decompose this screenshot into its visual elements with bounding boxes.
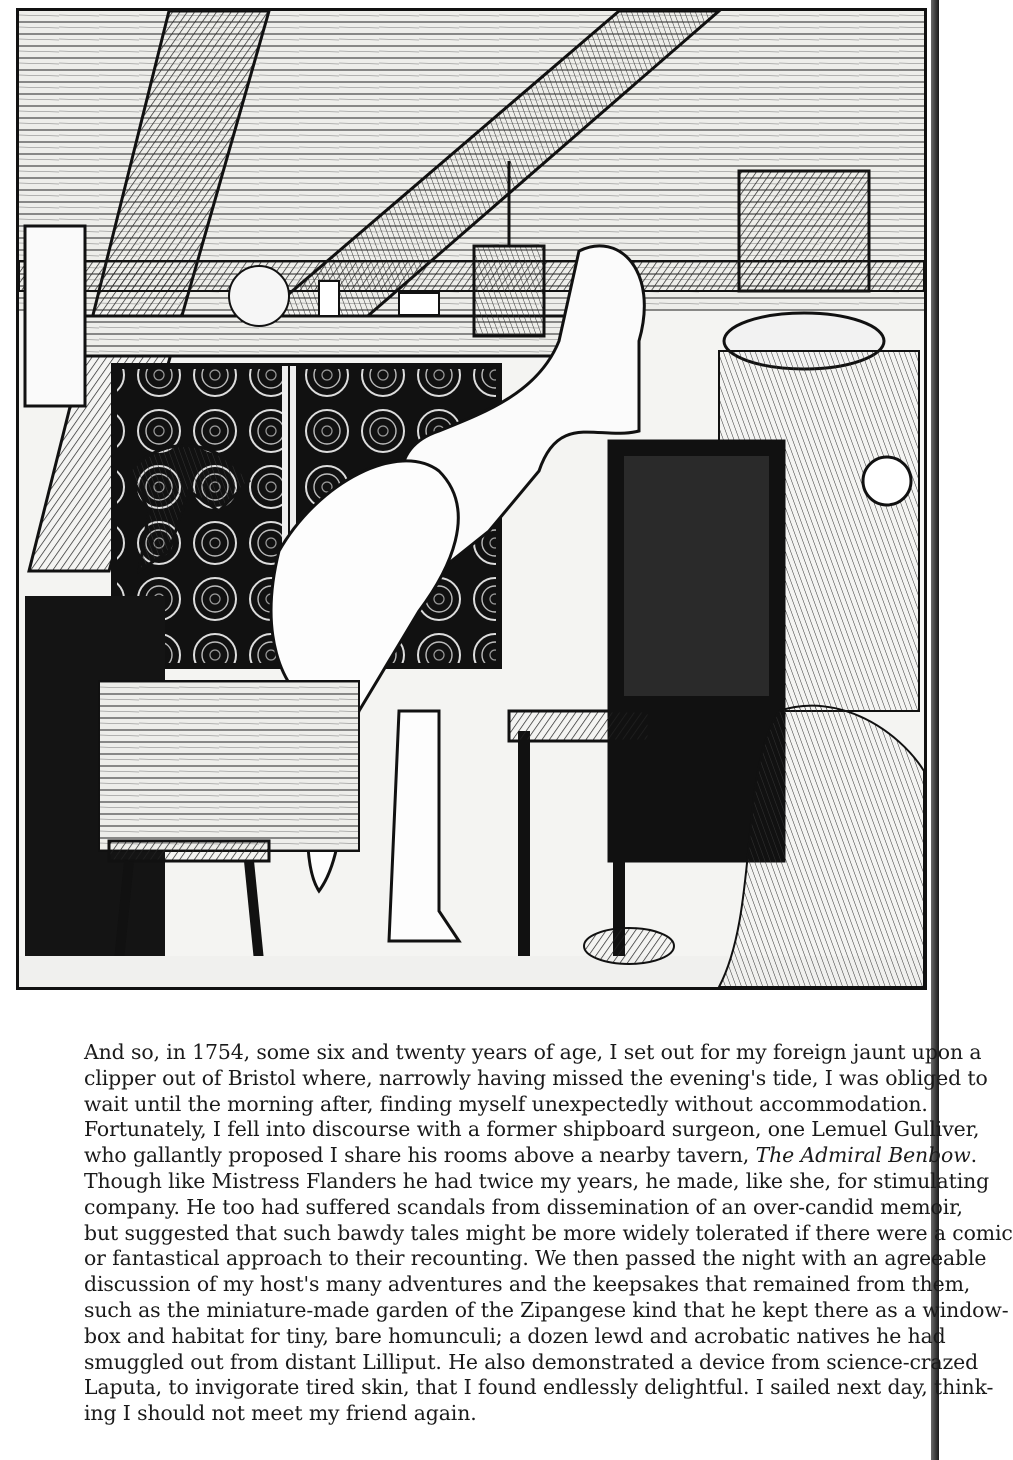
story-line: company. He too had suffered scandals from dissemination of an over-candid memoir, [84, 1194, 963, 1219]
story-line: or fantastical approach to their recounting. We then passed the night with an agreeable [84, 1246, 987, 1271]
story-line: Fortunately, I fell into discourse with a former shipboard surgeon, one Lemuel Gulliver, [84, 1117, 980, 1142]
wall-painting [25, 226, 85, 406]
engraved-illustration [16, 8, 927, 990]
cog-wheel [863, 457, 911, 505]
story-line: who gallantly proposed I share his rooms above a nearby tavern, The Admiral Benbow. [84, 1143, 977, 1168]
story-line: ing I should not meet my friend again. [84, 1401, 477, 1426]
illustration-artwork [19, 11, 924, 987]
hanging-lantern [474, 246, 544, 336]
plate [229, 266, 289, 326]
small-animal [584, 928, 674, 964]
steam-device [739, 171, 869, 291]
tavern-name: The Admiral Benbow [755, 1143, 971, 1168]
story-line: clipper out of Bristol where, narrowly having missed the evening's tide, I was obliged to [84, 1065, 988, 1090]
story-line: Though like Mistress Flanders he had twice my years, he made, like she, for stimulating [84, 1168, 990, 1193]
story-line: Laputa, to invigorate tired skin, that I found endlessly delightful. I sailed next day, think- [84, 1375, 994, 1400]
story-text [84, 1040, 1013, 1427]
story-line: box and habitat for tiny, bare homunculi; a dozen lewd and acrobatic natives he had [84, 1323, 946, 1348]
story-line: but suggested that such bawdy tales might be more widely tolerated if there were a comic [84, 1220, 1013, 1245]
story-line: discussion of my host's many adventures and the keepsakes that remained from them, [84, 1272, 971, 1297]
stool [109, 841, 269, 861]
story-line: And so, in 1754, some six and twenty years of age, I set out for my foreign jaunt upon a [84, 1040, 982, 1064]
story-line: wait until the morning after, finding myself unexpectedly without accommodation. [84, 1091, 928, 1116]
story-line: such as the miniature-made garden of the Zipangese kind that he kept there as a window- [84, 1297, 1009, 1322]
story-line: smuggled out from distant Lilliput. He also demonstrated a device from science-crazed [84, 1349, 979, 1374]
